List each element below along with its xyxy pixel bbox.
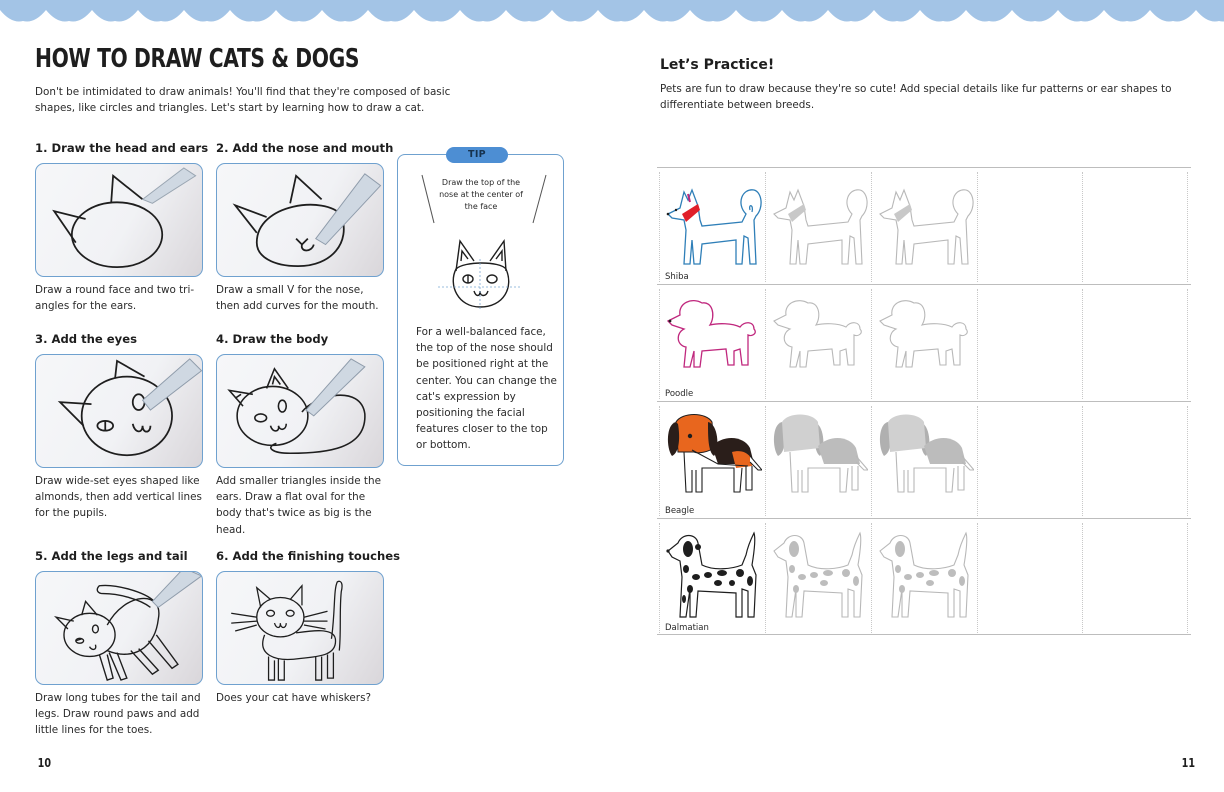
trace-cell[interactable]: [871, 289, 977, 399]
trace-cell[interactable]: [765, 172, 871, 282]
cat-legs-tail-drawing: [36, 572, 202, 684]
cat-eyes-drawing: [36, 355, 202, 467]
beagle-trace-icon: [874, 408, 974, 502]
wavy-header-border: [0, 0, 1224, 24]
cat-head-ears-drawing: [36, 164, 202, 276]
blank-practice-cell[interactable]: [977, 523, 1083, 633]
practice-row-beagle: [657, 401, 1191, 518]
step-5-photo: [35, 571, 203, 685]
practice-row-shiba: [657, 167, 1191, 284]
trace-cell[interactable]: [765, 406, 871, 516]
cat-body-drawing: [217, 355, 383, 467]
trace-cell[interactable]: [871, 523, 977, 633]
step-6-photo: [216, 571, 384, 685]
poodle-dog-icon: [662, 291, 762, 385]
practice-row-poodle: [657, 284, 1191, 401]
breed-label: Shiba: [665, 272, 689, 282]
dalmatian-dog-icon: [662, 525, 762, 619]
blank-practice-cell[interactable]: [977, 406, 1083, 516]
shiba-trace-icon: [768, 174, 868, 268]
step-4-title: 4. Draw the body: [216, 332, 329, 346]
tip-box: [397, 149, 564, 466]
beagle-dog-icon: [662, 408, 762, 502]
cat-nose-mouth-drawing: [217, 164, 383, 276]
trace-cell[interactable]: [765, 523, 871, 633]
practice-intro: Pets are fun to draw because they're so cute! Add special details like fur patterns or ear shapes to differentiate between breeds.: [660, 83, 1172, 111]
poodle-trace-icon: [874, 291, 974, 385]
step-4-photo: [216, 354, 384, 468]
dalmatian-trace-icon: [874, 525, 974, 619]
step-5-title: 5. Add the legs and tail: [35, 549, 188, 563]
tip-badge: TIP: [446, 147, 508, 163]
cat-finished-drawing: [217, 572, 383, 684]
trace-cell[interactable]: [871, 172, 977, 282]
trace-cell[interactable]: [765, 289, 871, 399]
breed-label: Poodle: [665, 389, 694, 399]
step-6-caption: Does your cat have whiskers?: [216, 692, 372, 704]
blank-practice-cell[interactable]: [1082, 406, 1188, 516]
beagle-trace-icon: [768, 408, 868, 502]
blank-practice-cell[interactable]: [1082, 172, 1188, 282]
breed-label: Beagle: [665, 506, 695, 516]
example-cell: [659, 523, 765, 633]
practice-grid: [657, 167, 1191, 635]
practice-row-dalmatian: [657, 518, 1191, 635]
step-5-caption: Draw long tubes for the tail and legs. Draw round paws and add little lines for the toes.: [35, 692, 201, 737]
page-number-right: 11: [1181, 756, 1196, 770]
shiba-trace-icon: [874, 174, 974, 268]
blank-practice-cell[interactable]: [1082, 289, 1188, 399]
example-cell: [659, 172, 765, 282]
blank-practice-cell[interactable]: [977, 289, 1083, 399]
shiba-dog-icon: [662, 174, 762, 268]
example-cell: [659, 406, 765, 516]
step-3-title: 3. Add the eyes: [35, 332, 137, 346]
cat-face-diagram: [434, 239, 526, 311]
step-3-caption: Draw wide-set eyes shaped like almonds, then add vertical lines for the pupils.: [35, 475, 202, 520]
page-title: HOW TO DRAW CATS & DOGS: [35, 44, 360, 74]
page-number-left: 10: [37, 756, 52, 770]
step-1-caption: Draw a round face and two tri-angles for the ears.: [35, 284, 195, 313]
trace-cell[interactable]: [871, 406, 977, 516]
step-2-caption: Draw a small V for the nose, then add curves for the mouth.: [216, 284, 379, 313]
breed-label: Dalmatian: [665, 623, 709, 633]
step-3-photo: [35, 354, 203, 468]
step-1-title: 1. Draw the head and ears: [35, 141, 209, 155]
step-1-photo: [35, 163, 203, 277]
tip-text: For a well-balanced face, the top of the nose should be positioned right at the center. You can change the cat's expression by positioning the facial features closer to the top or bottom.: [416, 326, 557, 452]
blank-practice-cell[interactable]: [977, 172, 1083, 282]
step-6-title: 6. Add the finishing touches: [216, 549, 400, 563]
step-2-title: 2. Add the nose and mouth: [216, 141, 394, 155]
dalmatian-trace-icon: [768, 525, 868, 619]
blank-practice-cell[interactable]: [1082, 523, 1188, 633]
practice-title: Let’s Practice!: [660, 57, 775, 73]
intro-text: Don't be intimidated to draw animals! You'll find that they're composed of basic shapes, like circles and triangles. Let's start by learning how to draw a cat.: [35, 86, 451, 114]
step-2-photo: [216, 163, 384, 277]
step-4-caption: Add smaller triangles inside the ears. Draw a flat oval for the body that's twice as big is the head.: [216, 475, 381, 536]
poodle-trace-icon: [768, 291, 868, 385]
example-cell: [659, 289, 765, 399]
tip-note: Draw the top of the nose at the center of the face: [439, 178, 523, 211]
